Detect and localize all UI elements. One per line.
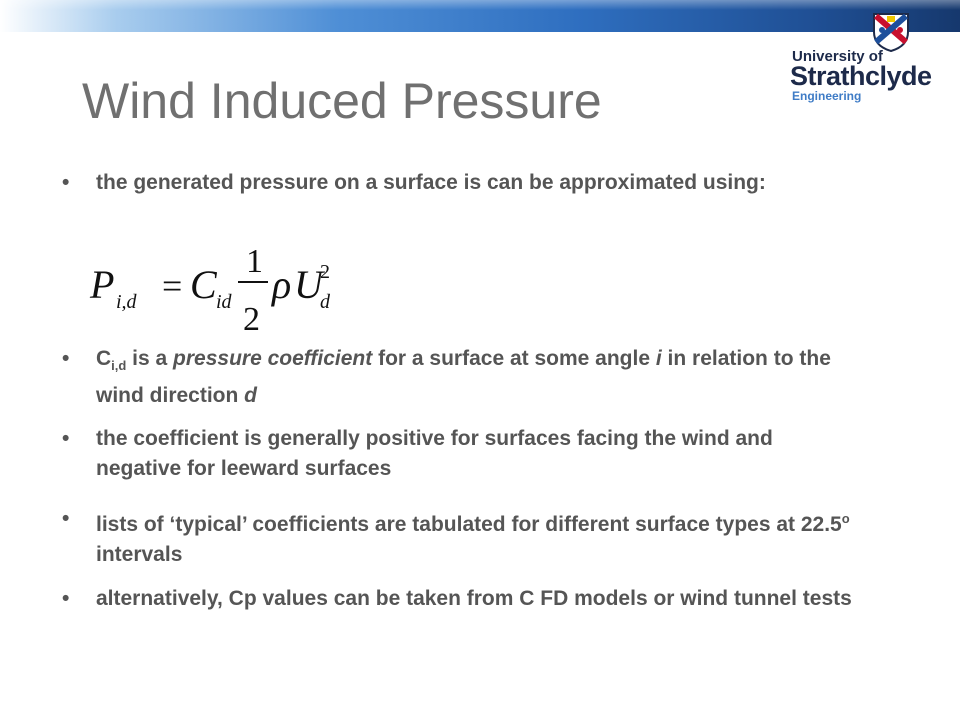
formula-numerator: 1 [246,244,263,280]
university-crest-icon [872,12,910,52]
bullet-1-text: the generated pressure on a surface is can be approximated using: [96,171,766,194]
formula-p-subscript: i,d [116,291,137,313]
bullet-4-part2: intervals [96,543,183,566]
formula-u-subscript: d [320,291,330,313]
bullet-2-direction-d: d [244,384,257,408]
bullet-2-angle-i: i [655,347,662,370]
logo-university-of: University of [792,48,883,65]
formula-c: C [190,262,217,307]
bullet-2-subscript: i,d [111,358,127,374]
bullet-3-text: the coefficient is generally positive for surfaces facing the wind and negative for leeward surfaces [96,427,773,480]
formula-equals: = [162,266,183,306]
formula-denominator: 2 [243,301,260,336]
formula-u-superscript: 2 [320,261,330,283]
formula-c-subscript: id [216,291,232,313]
formula-rho: ρ [272,262,292,307]
bullet-marker: • [62,427,70,450]
bullet-5-text: alternatively, Cp values can be taken from C FD models or wind tunnel tests [96,587,852,610]
bullet-5 [62,584,862,614]
logo-strathclyde: Strathclyde [790,61,932,91]
bullet-2-c: C [96,347,112,370]
formula-u: U [294,262,323,307]
bullet-marker: • [62,171,70,194]
university-logo [788,6,938,102]
bullet-2-text [96,344,862,411]
bullet-2-part2: for a surface at some angle [372,347,656,370]
formula-p: P [90,262,115,307]
pressure-formula [86,244,336,336]
bullet-1 [62,168,862,198]
logo-engineering: Engineering [792,89,862,103]
bullet-4 [62,504,862,570]
bullet-2-part1: is a [126,347,174,370]
bullet-2-italic-term: pressure coefficient [173,347,373,370]
bullet-2 [62,344,862,411]
bullet-4-text [96,504,862,570]
bullet-3 [62,424,862,484]
slide-title: Wind Induced Pressure [82,73,602,129]
bullet-4-part1: lists of ‘typical’ coefficients are tabulated for different surface types at 22.5 [96,513,842,536]
bullet-marker: • [62,347,70,370]
bullet-4-superscript: o [841,511,850,526]
bullet-marker: • [62,587,70,610]
bullet-marker: • [62,507,70,530]
bullet-2-part3: in relation to the wind direction [96,347,831,408]
